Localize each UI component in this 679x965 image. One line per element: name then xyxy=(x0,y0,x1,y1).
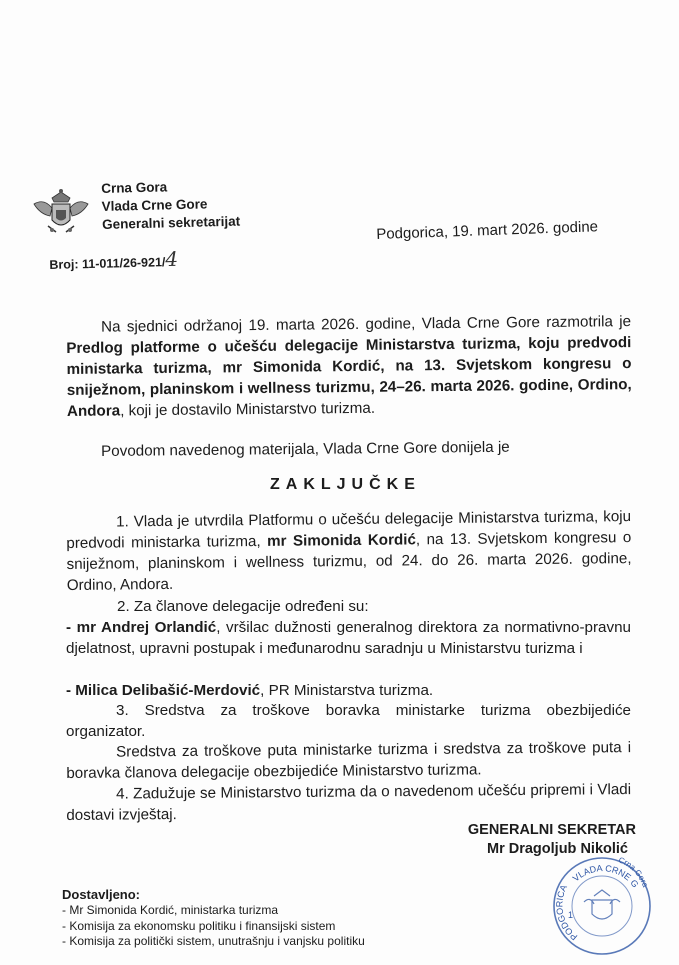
conclusion-4: 4. Zadužuje se Ministarstvo turizma da o navedenom učešću pripremi i Vladi dostavi izvještaj. xyxy=(66,781,632,824)
coat-of-arms-icon xyxy=(30,186,92,238)
ref-handwritten: 4 xyxy=(165,246,179,272)
ref-label: Broj: xyxy=(49,257,79,272)
stamp-text-top: VLADA CRNE G xyxy=(570,863,641,890)
stamp-number: 1 xyxy=(568,910,574,920)
signature-title: GENERALNI SEKRETAR xyxy=(467,822,636,838)
m2-rest: , PR Ministarstva turizma. xyxy=(260,682,434,699)
stamp-emblem-icon xyxy=(584,890,620,919)
place-date: Podgorica, 19. mart 2026. godine xyxy=(376,218,599,243)
m1-rest: , vršilac dužnosti generalnog direktora za normativno-pravnu djelatnost, upravni postupak i međunarodnu saradnju u Ministarstvu turizma i xyxy=(66,619,631,657)
member-2 xyxy=(66,680,433,701)
adopted-line: Povodom navedenog materijala, Vlada Crne Gore donijela je xyxy=(101,438,510,460)
m1-dash: - xyxy=(66,619,77,636)
delivered-item: - Mr Simonida Kordić, ministarka turizma xyxy=(62,903,279,917)
stamp-text-left: PODGORICA xyxy=(554,883,580,943)
delivered-block xyxy=(62,886,365,950)
c1-text-a: 1. Vlada je utvrdila Platformu o učešću delegacije Ministarstva turizma, koju predvodi ministarka turizma, xyxy=(66,508,632,552)
header-government: Vlada Crne Gore xyxy=(101,196,208,214)
conclusion-3b: Sredstva za troškove puta ministarke turizma i sredstva za troškove puta i boravka članova delegacije obezbijediće Ministarstvo turizma. xyxy=(66,739,632,782)
intro-paragraph xyxy=(66,311,632,422)
m2-name: - Milica Delibašić-Merdović xyxy=(66,682,261,699)
c1-text-b: , na 13. Svjetskom kongresu o snijеžnom, planinskom i wellness turizmu, od 24. do 26. marta 2026. godine, Ordino, Andora. xyxy=(66,529,632,594)
delivered-label: Dostavljeno: xyxy=(62,887,141,902)
intro-text-1: Na sjednici održanoj 19. marta 2026. godine, Vlada Crne Gore razmotrila je xyxy=(101,313,632,336)
m1-name: mr Andrej Orlandić xyxy=(76,619,217,636)
c1-bold: mr Simonida Kordić xyxy=(267,531,416,550)
intro-text-2: , koji je dostavilo Ministarstvo turizma. xyxy=(120,399,376,420)
svg-text:VLADA CRNE GORE xyxy=(548,852,641,889)
member-1 xyxy=(66,617,631,659)
official-stamp xyxy=(548,852,656,960)
header-block xyxy=(101,177,240,234)
conclusion-1 xyxy=(66,506,632,596)
header-country: Crna Gora xyxy=(101,179,168,196)
conclusion-3a: 3. Sredstva za troškove boravka ministarke turizma obezbijediće organizator. xyxy=(66,702,631,740)
ref-number: 11-011/26-921/ xyxy=(81,255,166,272)
signature-name: Mr Dragoljub Nikolić xyxy=(487,841,628,857)
conclusion-2: 2. Za članove delegacije određeni su: xyxy=(117,598,369,615)
reference-number xyxy=(49,247,178,274)
document-title: ZAKLJUČKE xyxy=(270,476,421,493)
intro-bold: Predlog platforme o učešću delegacije Ministarstva turizma, koju predvodi ministarka turizma, mr Simonida Kordić, na 13. Svjetskom kongresu o snijеžnom, planinskom i wellness turizmu, 24–26. marta 2026. godine, Ordino, Andora xyxy=(66,334,632,420)
delivered-item: - Komisija za politički sistem, unutrašnju i vanjsku politiku xyxy=(62,934,365,948)
delivered-item: - Komisija za ekonomsku politiku i finansijski sistem xyxy=(62,918,336,933)
stamp-text-right: Crna Gora xyxy=(617,855,650,889)
header-secretariat: Generalni sekretarijat xyxy=(101,213,241,232)
